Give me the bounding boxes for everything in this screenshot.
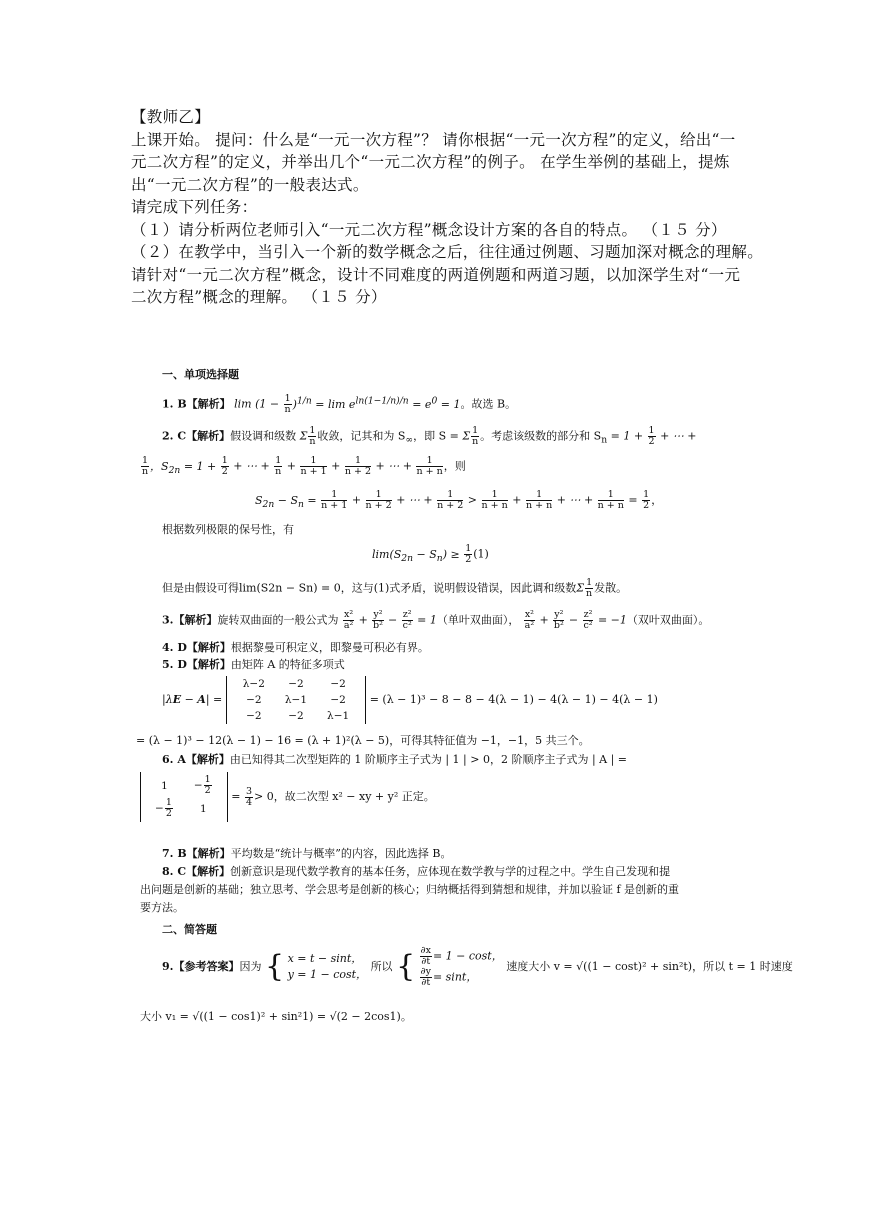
teacher-heading: 【教师乙】 — [131, 108, 211, 126]
answer-q2-inequality: $S_{2n} - S_n$ = $\frac{1}{n + 1}$ + $\frac{1}{n + 2}$ + ⋯ + $\frac{1}{n + 2}$ > $\frac{1}{n + n}$ + $\frac{1}{n + n}$ + ⋯ + $\frac{1}{n + n}$ = $\frac{1}{2}$ ， — [255, 489, 663, 511]
answer-q2-line2: $\frac{1}{n}$ ，$S_{2n} = 1$ + $\frac{1}{2}$ + ⋯ + $\frac{1}{n}$ + $\frac{1}{n + 1}$ + $\frac{1}{n + 2}$ + ⋯ + $\frac{1}{n + n}$ ，则 — [141, 455, 466, 477]
teacher-section — [131, 106, 764, 309]
text-line: （１）请分析两位老师引入“一元二次方程”概念设计方案的各自的特点。 （１５ 分） — [131, 220, 727, 239]
answer-q3: 3.【解析】旋转双曲面的一般公式为 $\frac{\text{x²}}{\text{a²}}$ + $\frac{\text{y²}}{\text{b²}}$ − $\frac{\text{z²}}{\text{c²}}$ = 1（单叶双曲面）， $\frac{\text{x²}}{\text{a²}}$ + $\frac{\text{y²}}{\text{b²}}$ − $\frac{\text{z²}}{\text{c²}}$ = −1（双叶双曲面）。 — [162, 609, 710, 631]
answer-q5: 5. D【解析】由矩阵 A 的特征多项式 — [162, 658, 345, 671]
text-line: 请针对“一元二次方程”概念，设计不同难度的两道例题和两道习题，以加深学生对“一元 — [131, 265, 741, 284]
answer-q2-note: 根据数列极限的保号性，有 — [162, 523, 294, 536]
answer-q8: 8. C【解析】创新意识是现代数学教育的基本任务，应体现在数学教与学的过程之中。学生自己发现和提 — [162, 865, 671, 878]
text-line: 上课开始。 提问：什么是“一元一次方程”？ 请你根据“一元一次方程”的定义，给出“一 — [131, 130, 736, 149]
answer-q8-line3: 要方法。 — [140, 901, 184, 914]
answer-q2-conclusion: 但是由假设可得lim(S2n − Sn) = 0，这与(1)式矛盾，说明假设错误，因此调和级数Σ $\frac{1}{n}$ 发散。 — [162, 577, 628, 599]
text-line: 出“一元二次方程”的一般表达式。 — [131, 175, 369, 194]
section-heading-2: 二、简答题 — [162, 923, 217, 936]
text-line: （２）在教学中，当引入一个新的数学概念之后，往往通过例题、习题加深对概念的理解。 — [131, 243, 764, 261]
determinant-matrix: λ−2 −2 −2 −2 λ−1 −2 −2 −2 λ−1 — [226, 676, 366, 724]
answer-q7: 7. B【解析】平均数是“统计与概率”的内容，因此选择 B。 — [162, 847, 452, 860]
answer-q6-matrix: 1 − $\frac{1}{2}$ − $\frac{1}{2}$ 1 = $\frac{3}{4}$ > 0，故二次型 x² − xy + y² 正定。 — [140, 772, 435, 822]
text-line: 二次方程”概念的理解。 （１５ 分） — [131, 288, 387, 306]
text-line: 元二次方程”的定义，并举出几个“一元二次方程”的例子。 在学生举例的基础上，提炼 — [131, 153, 730, 171]
answer-q6: 6. A【解析】由已知得其二次型矩阵的 1 阶顺序主子式为 | 1 | > 0，2 阶顺序主子式为 | A | = — [162, 753, 628, 766]
answer-tag: 1. B【解析】 — [162, 397, 231, 411]
answer-q9: 9.【参考答案】因为 { x = t − sint， y = 1 − cost， 所以 { $\frac{\partial x}{\partial t}$ = 1 − cost， $\frac{\partial y}{\partial t}$ = sint， 速度大小 v = √((1 − cost)² + sin²t)，所以 t = 1 时速度 — [162, 945, 793, 988]
answer-q5-result: = (λ − 1)³ − 12(λ − 1) − 16 = (λ + 1)²(λ − 5)，可得其特征值为 −1，−1，5 共三个。 — [136, 734, 590, 747]
answer-q8-line2: 出问题是创新的基础；独立思考、学会思考是创新的核心；归纳概括得到猜想和规律，并加以验证 f 是创新的重 — [140, 883, 680, 896]
answer-q9-final: 大小 v₁ = √((1 − cos1)² + sin²1) = √(2 − 2cos1)。 — [140, 1010, 412, 1023]
answer-q2-line1: 2. C【解析】假设调和级数 Σ $\frac{1}{n}$ 收敛，记其和为 $S_\infty$，即 S = Σ $\frac{1}{n}$ 。考虑该级数的部分和 $S_n = 1$ + $\frac{1}{2}$ + ⋯ + — [162, 425, 697, 447]
minor-matrix: 1 − $\frac{1}{2}$ − $\frac{1}{2}$ 1 — [140, 772, 228, 822]
answer-q4: 4. D【解析】根据黎曼可积定义，即黎曼可积必有界。 — [162, 641, 429, 654]
section-heading-1: 一、单项选择题 — [162, 368, 239, 381]
answer-q2-limit: $\lim(S_{2n} - S_n)$ ≥ $\frac{1}{2}$ (1) — [372, 543, 489, 565]
text-line: 请完成下列任务： — [131, 198, 258, 216]
answer-q1: 1. B【解析】 lim (1 − $\frac{1}{n}$ )$^{1/n} = \lim e^{ln(1-1/n)/n} = e^0 = 1$。故选 B。 — [162, 393, 517, 416]
answer-q5-determinant: |λE − A| = λ−2 −2 −2 −2 λ−1 −2 −2 −2 λ−1 = (λ − 1)³ − 8 − 8 − 4(λ − 1) − 4(λ − 1) − 4(λ − 1) — [162, 678, 658, 722]
